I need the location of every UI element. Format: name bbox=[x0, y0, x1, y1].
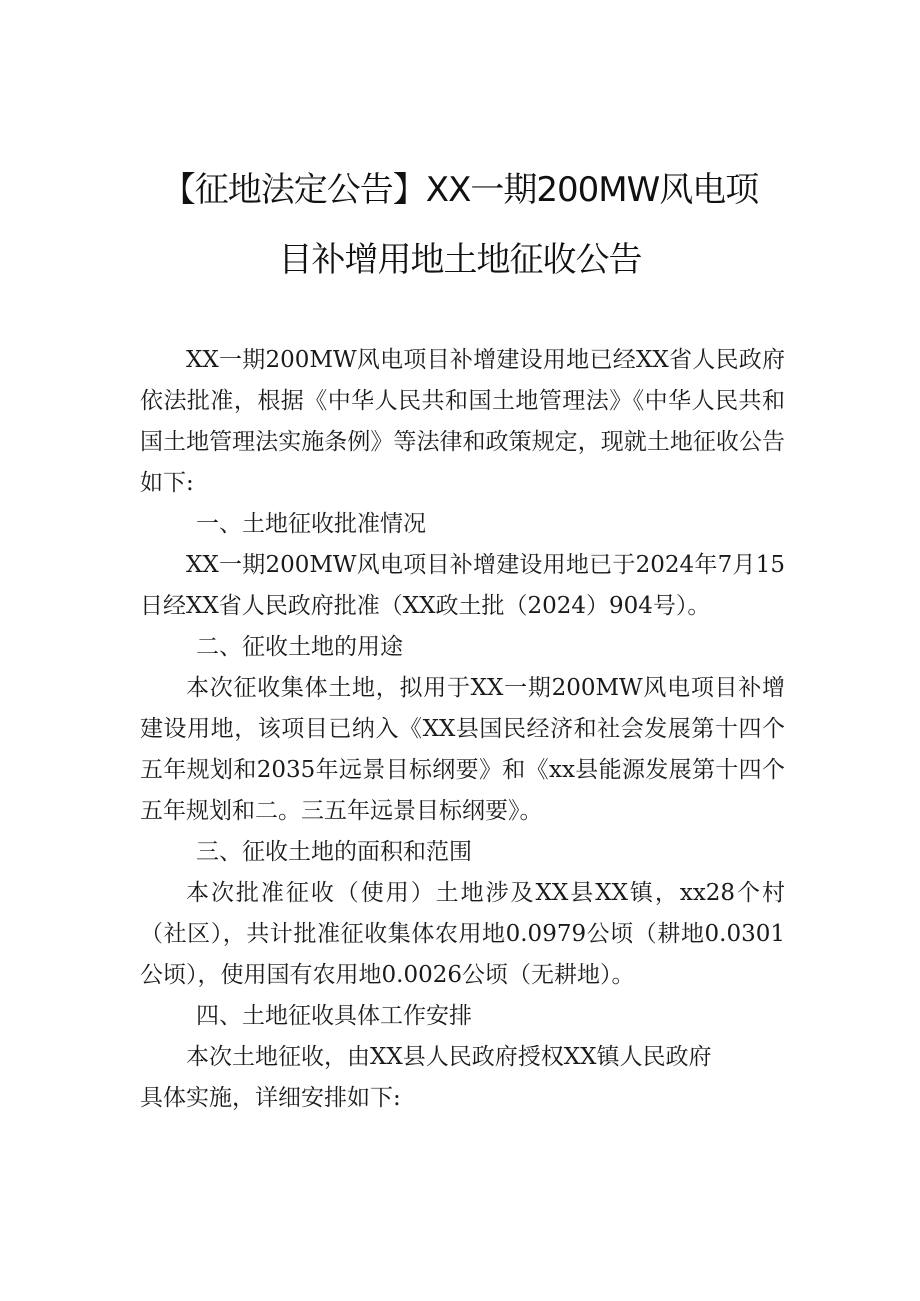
section-paragraph-3: 本次批准征收（使用）土地涉及XX县XX镇，xx28个村（社区），共计批准征收集体农用地0.0979公顷（耕地0.0301公顷），使用国有农用地0.0026公顷（无耕地）。 bbox=[140, 880, 785, 988]
document-title-line-2: 目补增用地土地征收公告 bbox=[278, 240, 642, 280]
section-paragraph-4-line-2: 具体实施，详细安排如下: bbox=[140, 1085, 401, 1111]
section-heading-1: 一、土地征收批准情况 bbox=[196, 511, 426, 537]
section-paragraph-1: XX一期200MW风电项目补增建设用地已于2024年7月15日经XX省人民政府批准（XX政土批（2024）904号）。 bbox=[140, 552, 785, 619]
section-paragraph-2: 本次征收集体土地，拟用于XX一期200MW风电项目补增建设用地，该项目已纳入《XX县国民经济和社会发展第十四个五年规划和2035年远景目标纲要》和《xx县能源发展第十四个五年规划和二。三五年远景目标纲要》。 bbox=[140, 675, 785, 824]
section-heading-3: 三、征收土地的面积和范围 bbox=[196, 839, 472, 865]
section-paragraph-4-line-1: 本次土地征收，由XX县人民政府授权XX镇人民政府 bbox=[186, 1044, 712, 1070]
section-heading-2: 二、征收土地的用途 bbox=[196, 634, 403, 660]
section-heading-4: 四、土地征收具体工作安排 bbox=[196, 1003, 472, 1029]
intro-paragraph: XX一期200MW风电项目补增建设用地已经XX省人民政府依法批准，根据《中华人民共和国土地管理法》《中华人民共和国土地管理法实施条例》等法律和政策规定，现就土地征收公告如下: bbox=[140, 347, 785, 496]
document-body bbox=[140, 340, 785, 1119]
document-title-line-1: 【征地法定公告】XX一期200MW风电项 bbox=[161, 170, 759, 210]
